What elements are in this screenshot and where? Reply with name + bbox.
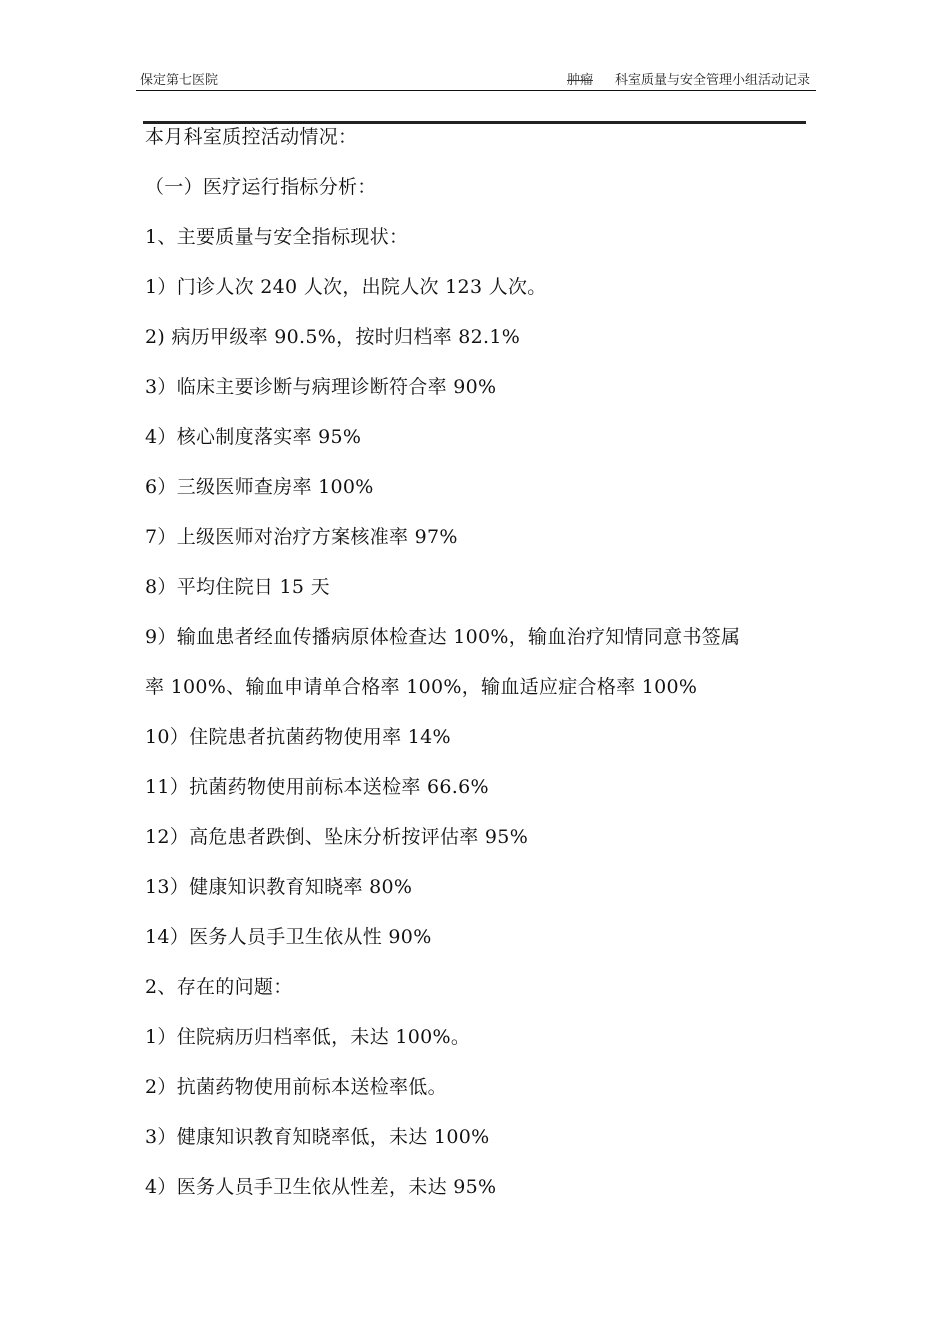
item-heading: 2、存在的问题： <box>145 976 293 998</box>
indicator-line: 11）抗菌药物使用前标本送检率 66.6% <box>145 776 489 798</box>
header-right <box>567 73 810 89</box>
header-divider <box>136 90 816 91</box>
indicator-line: 4）核心制度落实率 95% <box>145 426 362 448</box>
header-department: 肿瘤 <box>566 73 593 88</box>
header-document-title: 科室质量与安全管理小组活动记录 <box>614 73 810 88</box>
document-body <box>145 112 810 1212</box>
subsection-heading: （一）医疗运行指标分析： <box>145 176 377 198</box>
indicator-line: 9）输血患者经血传播病原体检查达 100%，输血治疗知情同意书签属 <box>145 626 741 648</box>
indicator-line: 14）医务人员手卫生依从性 90% <box>145 926 432 948</box>
indicator-line: 6）三级医师查房率 100% <box>145 476 374 498</box>
indicator-line: 2) 病历甲级率 90.5%，按时归档率 82.1% <box>145 326 521 348</box>
indicator-line: 8）平均住院日 15 天 <box>145 576 330 598</box>
problem-line: 2）抗菌药物使用前标本送检率低。 <box>145 1076 447 1098</box>
problem-line: 1）住院病历归档率低，未达 100%。 <box>145 1026 471 1048</box>
item-heading: 1、主要质量与安全指标现状： <box>145 226 409 248</box>
section-heading: 本月科室质控活动情况： <box>145 126 358 148</box>
indicator-line: 1）门诊人次 240 人次，出院人次 123 人次。 <box>145 276 547 298</box>
indicator-line-continuation: 率 100%、输血申请单合格率 100%，输血适应症合格率 100% <box>145 676 698 698</box>
problem-line: 4）医务人员手卫生依从性差，未达 95% <box>145 1176 497 1198</box>
indicator-line: 7）上级医师对治疗方案核准率 97% <box>145 526 458 548</box>
indicator-line: 3）临床主要诊断与病理诊断符合率 90% <box>145 376 497 398</box>
indicator-line: 12）高危患者跌倒、坠床分析按评估率 95% <box>145 826 529 848</box>
problem-line: 3）健康知识教育知晓率低，未达 100% <box>145 1126 490 1148</box>
header-hospital-name: 保定第七医院 <box>140 73 219 88</box>
indicator-line: 10）住院患者抗菌药物使用率 14% <box>145 726 451 748</box>
indicator-line: 13）健康知识教育知晓率 80% <box>145 876 413 898</box>
